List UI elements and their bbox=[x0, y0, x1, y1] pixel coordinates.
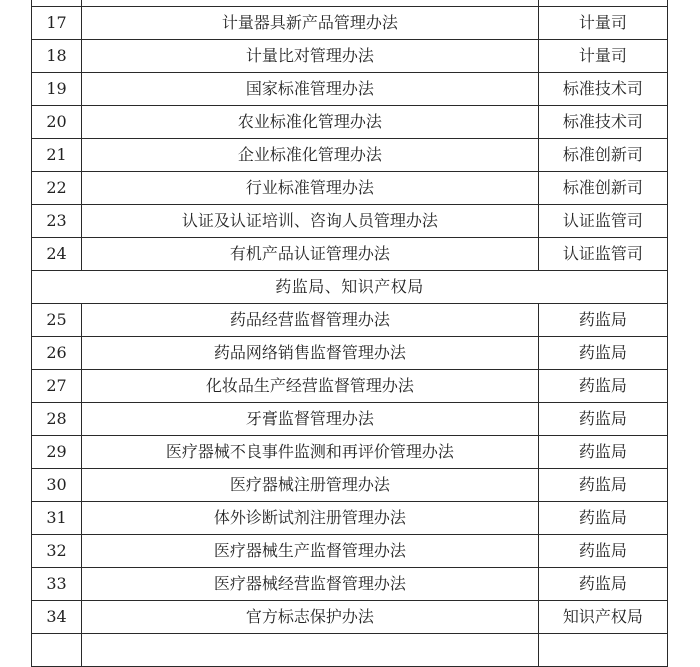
table-row bbox=[32, 337, 668, 370]
department-cell: 标准技术司 bbox=[538, 73, 667, 106]
department-cell: 计量司 bbox=[538, 40, 667, 73]
table-row bbox=[32, 7, 668, 40]
department-cell: 药监局 bbox=[538, 304, 667, 337]
table-row bbox=[32, 370, 668, 403]
regulation-name-cell: 医疗器械生产监督管理办法 bbox=[82, 535, 539, 568]
row-number-cell: 26 bbox=[32, 337, 82, 370]
row-number-cell bbox=[32, 634, 82, 667]
department-cell: 药监局 bbox=[538, 535, 667, 568]
department-cell: 认证监管司 bbox=[538, 205, 667, 238]
table-row bbox=[32, 535, 668, 568]
regulation-name-cell: 计量比对管理办法 bbox=[82, 40, 539, 73]
section-header-row bbox=[32, 271, 668, 304]
row-number-cell: 30 bbox=[32, 469, 82, 502]
row-number-cell: 31 bbox=[32, 502, 82, 535]
row-number-cell: 18 bbox=[32, 40, 82, 73]
regulation-name-cell: 药品网络销售监督管理办法 bbox=[82, 337, 539, 370]
row-number-cell: 22 bbox=[32, 172, 82, 205]
row-number-cell: 27 bbox=[32, 370, 82, 403]
department-cell: 标准创新司 bbox=[538, 139, 667, 172]
table-row bbox=[32, 106, 668, 139]
regulation-name-cell: 计量器具新产品管理办法 bbox=[82, 7, 539, 40]
row-number-cell: 25 bbox=[32, 304, 82, 337]
regulation-name-cell: 化妆品生产经营监督管理办法 bbox=[82, 370, 539, 403]
department-cell: 标准技术司 bbox=[538, 106, 667, 139]
table-row bbox=[32, 502, 668, 535]
table-row bbox=[32, 238, 668, 271]
table-row bbox=[32, 568, 668, 601]
table-body bbox=[32, 0, 668, 667]
department-cell: 计量司 bbox=[538, 7, 667, 40]
table-row bbox=[32, 436, 668, 469]
regulation-name-cell: 药品经营监督管理办法 bbox=[82, 304, 539, 337]
regulation-name-cell: 认证及认证培训、咨询人员管理办法 bbox=[82, 205, 539, 238]
row-number-cell: 29 bbox=[32, 436, 82, 469]
regulation-name-cell: 国家标准管理办法 bbox=[82, 73, 539, 106]
row-number-cell: 21 bbox=[32, 139, 82, 172]
table-row bbox=[32, 601, 668, 634]
table-row bbox=[32, 40, 668, 73]
table-row bbox=[32, 139, 668, 172]
table-row bbox=[32, 172, 668, 205]
regulations-table bbox=[31, 0, 668, 667]
regulation-name-cell: 农业标准化管理办法 bbox=[82, 106, 539, 139]
row-number-cell: 34 bbox=[32, 601, 82, 634]
department-cell: 药监局 bbox=[538, 337, 667, 370]
regulation-name-cell bbox=[82, 634, 539, 667]
regulation-name-cell: 行业标准管理办法 bbox=[82, 172, 539, 205]
row-number-cell: 32 bbox=[32, 535, 82, 568]
row-number-cell: 24 bbox=[32, 238, 82, 271]
department-cell: 药监局 bbox=[538, 568, 667, 601]
department-cell: 药监局 bbox=[538, 370, 667, 403]
department-cell: 认证监管司 bbox=[538, 238, 667, 271]
department-cell bbox=[538, 634, 667, 667]
regulation-name-cell: 医疗器械不良事件监测和再评价管理办法 bbox=[82, 436, 539, 469]
table-row bbox=[32, 73, 668, 106]
regulation-name-cell: 牙膏监督管理办法 bbox=[82, 403, 539, 436]
department-cell: 药监局 bbox=[538, 469, 667, 502]
department-cell: 知识产权局 bbox=[538, 601, 667, 634]
table-row bbox=[32, 304, 668, 337]
row-number-cell: 23 bbox=[32, 205, 82, 238]
department-cell: 标准创新司 bbox=[538, 172, 667, 205]
regulation-name-cell: 医疗器械注册管理办法 bbox=[82, 469, 539, 502]
department-cell: 药监局 bbox=[538, 502, 667, 535]
row-number-cell: 20 bbox=[32, 106, 82, 139]
regulation-name-cell: 有机产品认证管理办法 bbox=[82, 238, 539, 271]
department-cell: 药监局 bbox=[538, 403, 667, 436]
regulation-name-cell: 企业标准化管理办法 bbox=[82, 139, 539, 172]
regulation-name-cell: 医疗器械经营监督管理办法 bbox=[82, 568, 539, 601]
table-row bbox=[32, 403, 668, 436]
table-row bbox=[32, 205, 668, 238]
row-number-cell: 17 bbox=[32, 7, 82, 40]
regulation-name-cell: 官方标志保护办法 bbox=[82, 601, 539, 634]
department-cell: 药监局 bbox=[538, 436, 667, 469]
regulation-name-cell: 体外诊断试剂注册管理办法 bbox=[82, 502, 539, 535]
table-row bbox=[32, 634, 668, 667]
section-title: 药监局、知识产权局 bbox=[32, 271, 668, 304]
row-number-cell: 19 bbox=[32, 73, 82, 106]
table-row bbox=[32, 469, 668, 502]
row-number-cell: 28 bbox=[32, 403, 82, 436]
row-number-cell: 33 bbox=[32, 568, 82, 601]
